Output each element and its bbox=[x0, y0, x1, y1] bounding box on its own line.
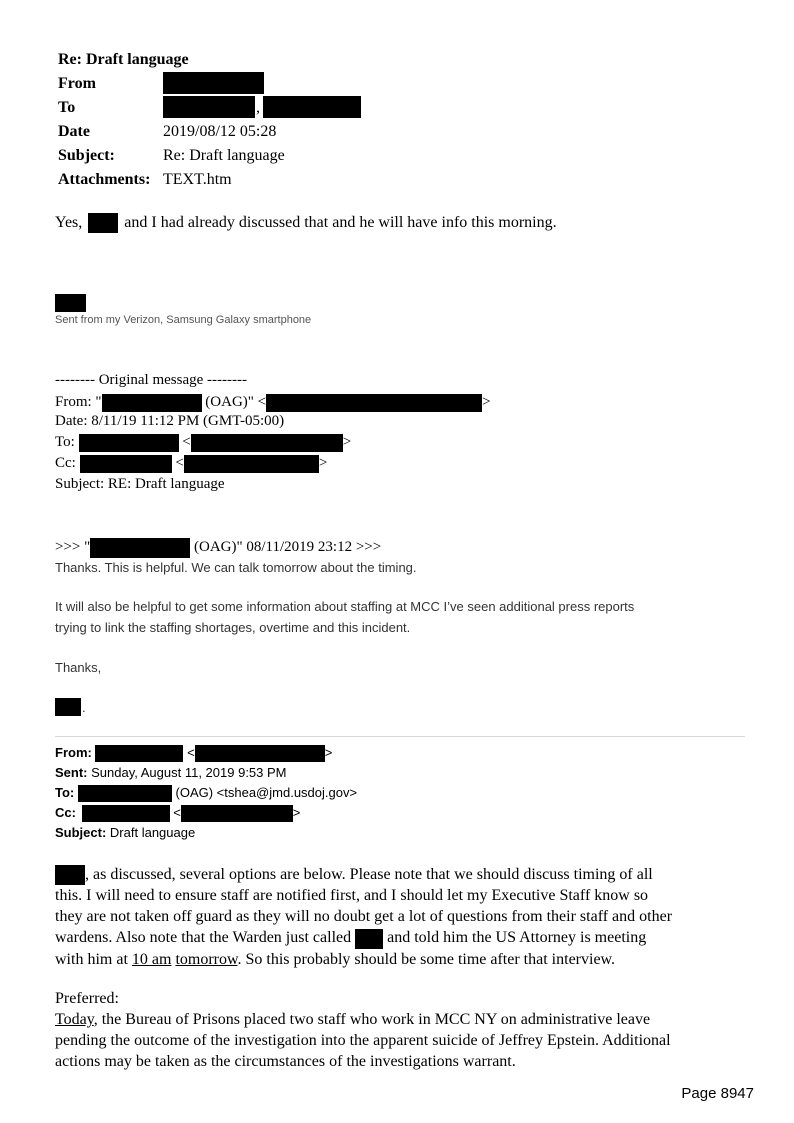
redaction-bar bbox=[79, 434, 179, 452]
signoff-period: . bbox=[82, 700, 86, 715]
redaction-bar bbox=[88, 213, 118, 233]
body-line: Today, the Bureau of Prisons placed two staff who work in MCC NY on administrative leave bbox=[55, 1011, 651, 1028]
original-to-line: To: < > bbox=[55, 434, 352, 450]
body-line: they are not taken off guard as they will no doubt get a lot of questions from their staff and other bbox=[55, 908, 673, 926]
forward-cc-line: Cc: < > bbox=[55, 804, 300, 822]
forward-to-line: To: (OAG) <tshea@jmd.usdoj.gov> bbox=[55, 784, 357, 802]
date-link[interactable]: tomorrow bbox=[175, 950, 238, 968]
redaction-bar bbox=[82, 805, 170, 822]
redaction-bar bbox=[102, 394, 202, 412]
redaction-bar bbox=[195, 745, 325, 762]
today-link[interactable]: Today bbox=[55, 1011, 94, 1028]
original-subject-line: Subject: RE: Draft language bbox=[55, 476, 225, 492]
forward-from-line: From: < > bbox=[55, 744, 332, 762]
date-value: 2019/08/12 05:28 bbox=[163, 123, 277, 140]
body-line: , as discussed, several options are below. Please note that we should discuss timing of all bbox=[55, 864, 755, 885]
original-cc-line: Cc: < > bbox=[55, 455, 328, 471]
redaction-bar bbox=[163, 96, 255, 118]
preferred-label: Preferred: bbox=[55, 990, 119, 1007]
quoted-line: trying to link the staffing shortages, overtime and this incident. bbox=[55, 620, 411, 635]
time-link[interactable]: 10 am bbox=[131, 950, 172, 968]
quoted-header-line: >>> " (OAG)" 08/11/2019 23:12 >>> bbox=[55, 537, 381, 558]
redaction-bar bbox=[191, 434, 343, 452]
date-label: Date bbox=[58, 123, 90, 140]
page-number: Page 8947 bbox=[681, 1085, 754, 1102]
original-divider: -------- Original message -------- bbox=[55, 372, 247, 388]
forward-subject-line: Subject: Draft language bbox=[55, 825, 196, 840]
body-line: actions may be taken as the circumstances of the investigations warrant. bbox=[55, 1053, 516, 1070]
original-date-line: Date: 8/11/19 11:12 PM (GMT-05:00) bbox=[55, 413, 285, 429]
redaction-bar bbox=[184, 455, 319, 473]
to-separator: , bbox=[256, 99, 260, 116]
forward-sent-line: Sent: Sunday, August 11, 2019 9:53 PM bbox=[55, 765, 287, 780]
subject-value: Re: Draft language bbox=[163, 147, 285, 164]
redaction-bar bbox=[263, 96, 361, 118]
body-line: with him at 10 am tomorrow. So this probably should be some time after that interview. bbox=[55, 950, 616, 968]
redaction-bar bbox=[80, 455, 172, 473]
quoted-thanks: Thanks, bbox=[55, 660, 102, 675]
attachment-link[interactable]: TEXT.htm bbox=[163, 171, 232, 188]
redaction-bar bbox=[181, 805, 293, 822]
reply-line: Yes, and I had already discussed that and he will have info this morning. bbox=[55, 212, 557, 234]
quoted-line: It will also be helpful to get some information about staffing at MCC I’ve seen additional press reports bbox=[55, 599, 635, 614]
redaction-bar bbox=[55, 698, 81, 716]
redaction-bar bbox=[355, 929, 383, 949]
to-label: To bbox=[58, 99, 76, 116]
original-from-line: From: " (OAG)" < > bbox=[55, 394, 491, 410]
attachments-label: Attachments: bbox=[58, 171, 151, 188]
email-title: Re: Draft language bbox=[58, 51, 189, 68]
redaction-bar bbox=[55, 865, 85, 885]
redaction-bar bbox=[78, 785, 172, 802]
subject-label: Subject: bbox=[58, 147, 115, 164]
from-label: From bbox=[58, 75, 96, 92]
redaction-bar bbox=[163, 72, 264, 94]
body-paragraph bbox=[55, 988, 755, 1072]
redaction-bar bbox=[55, 294, 86, 312]
redaction-bar bbox=[95, 745, 183, 762]
body-line: wardens. Also note that the Warden just called and told him the US Attorney is meeting bbox=[55, 927, 755, 948]
redaction-bar bbox=[90, 538, 190, 558]
quoted-line: Thanks. This is helpful. We can talk tomorrow about the timing. bbox=[55, 560, 417, 575]
body-line: pending the outcome of the investigation into the apparent suicide of Jeffrey Epstein. Additional bbox=[55, 1032, 671, 1049]
signature-note: Sent from my Verizon, Samsung Galaxy smartphone bbox=[55, 314, 312, 326]
body-line: this. I will need to ensure staff are notified first, and I should let my Executive Staff know so bbox=[55, 887, 649, 905]
redaction-bar bbox=[266, 394, 482, 412]
body-paragraph bbox=[55, 864, 755, 970]
divider-line bbox=[55, 736, 745, 737]
